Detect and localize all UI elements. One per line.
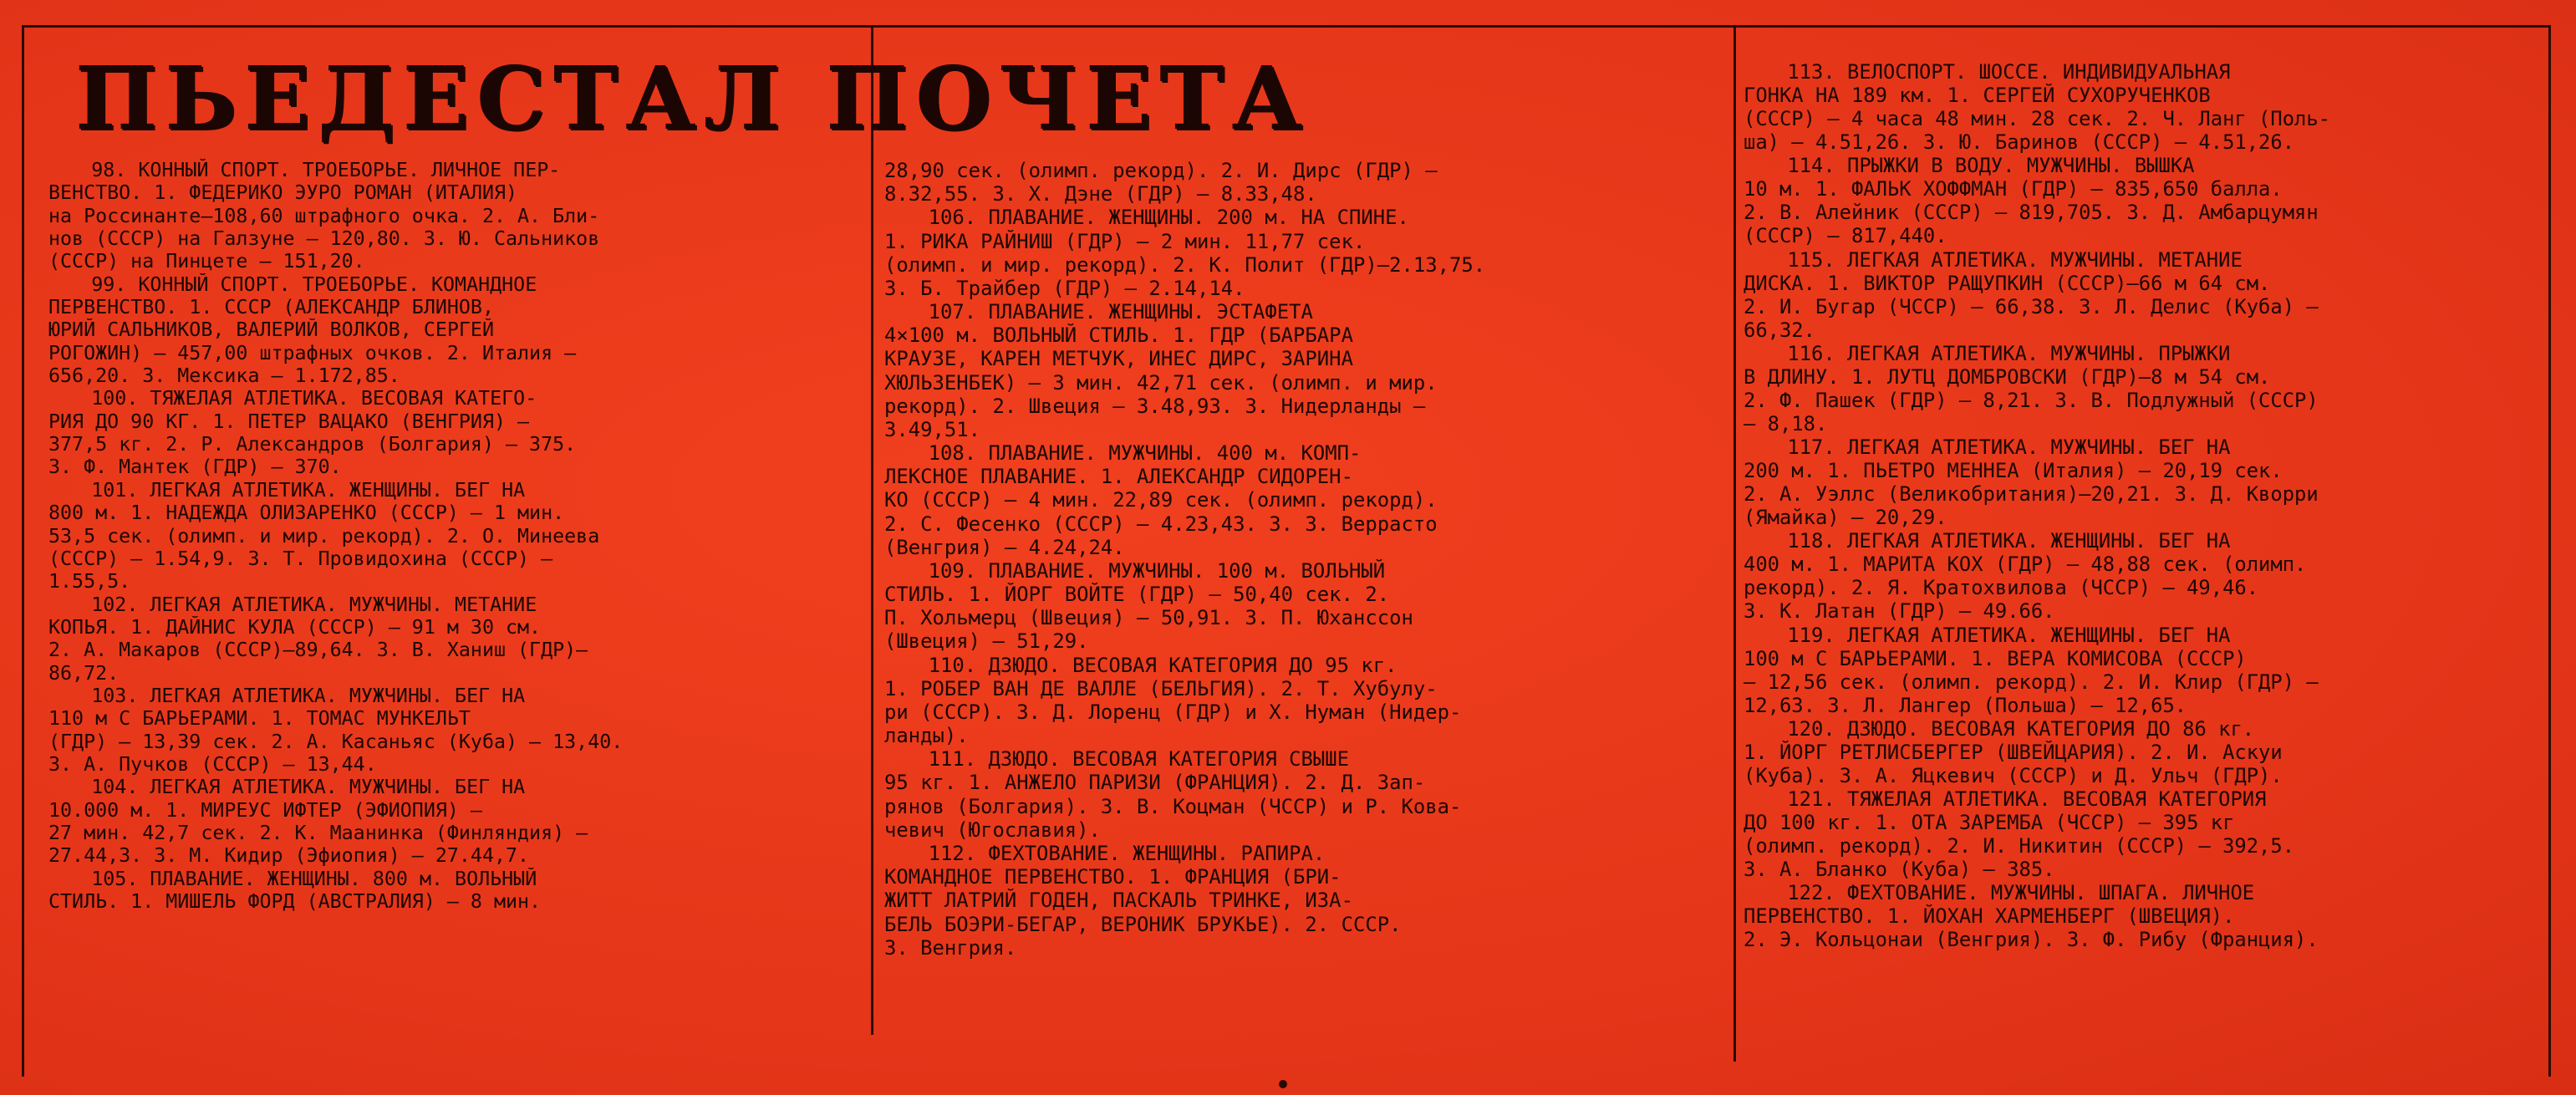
text-line: 8.32,55. 3. Х. Дэне (ГДР) — 8.33,48. — [884, 182, 1317, 206]
text-line: 100. ТЯЖЕЛАЯ АТЛЕТИКА. ВЕСОВАЯ КАТЕГО- — [91, 387, 537, 410]
headline: ПЬЕДЕСТАЛ ПОЧЕТА — [75, 52, 1311, 145]
text-line: рекорд). 2. Я. Кратохвилова (ЧССР) — 49,46. — [1744, 576, 2259, 600]
text-line: 107. ПЛАВАНИЕ. ЖЕНЩИНЫ. ЭСТАФЕТА — [928, 300, 1313, 324]
text-line: 377,5 кг. 2. Р. Александров (Болгария) — 375. — [48, 433, 577, 456]
text-line: В ДЛИНУ. 1. ЛУТЦ ДОМБРОВСКИ (ГДР)—8 м 54 см. — [1744, 364, 2271, 389]
text-line: 106. ПЛАВАНИЕ. ЖЕНЩИНЫ. 200 м. НА СПИНЕ. — [928, 206, 1409, 230]
text-line: ДИСКА. 1. ВИКТОР РАЩУПКИН (СССР)—66 м 64 см. — [1744, 271, 2271, 295]
text-line: (СССР) на Пинцете — 151,20. — [48, 250, 365, 273]
text-line: 66,32. — [1744, 318, 1815, 342]
text-line: на Россинанте—108,60 штрафного очка. 2. А. Бли- — [48, 204, 600, 227]
text-line: (СССР) — 817,440. — [1744, 224, 1947, 248]
text-line: 2. С. Фесенко (СССР) — 4.23,43. 3. З. Веррасто — [884, 512, 1438, 536]
text-line: (СССР) — 4 часа 48 мин. 28 сек. 2. Ч. Ланг (Поль- — [1744, 107, 2331, 131]
text-line: ша) — 4.51,26. 3. Ю. Баринов (СССР) — 4.51,26. — [1744, 130, 2295, 155]
text-line: 122. ФЕХТОВАНИЕ. МУЖЧИНЫ. ШПАГА. ЛИЧНОЕ — [1787, 881, 2255, 905]
text-line: 27 мин. 42,7 сек. 2. К. Маанинка (Финляндия) — — [48, 821, 588, 844]
text-line: (олимп. и мир. рекорд). 2. К. Полит (ГДР)—2.13,75. — [884, 252, 1486, 277]
text-line: 105. ПЛАВАНИЕ. ЖЕНЩИНЫ. 800 м. ВОЛЬНЫЙ — [91, 867, 537, 890]
text-line: 110 м С БАРЬЕРАМИ. 1. ТОМАС МУНКЕЛЬТ — [48, 707, 471, 731]
text-line: 118. ЛЕГКАЯ АТЛЕТИКА. ЖЕНЩИНЫ. БЕГ НА — [1787, 529, 2231, 553]
text-line: 2. А. Макаров (СССР)—89,64. 3. В. Ханиш (ГДР)— — [48, 639, 588, 662]
text-line: 2. В. Алейник (СССР) — 819,705. 3. Д. Амбарцумян — [1744, 201, 2319, 225]
text-line: СТИЛЬ. 1. МИШЕЛЬ ФОРД (АВСТРАЛИЯ) — 8 мин. — [48, 890, 542, 913]
text-line: 116. ЛЕГКАЯ АТЛЕТИКА. МУЖЧИНЫ. ПРЫЖКИ — [1787, 341, 2231, 365]
text-line: 119. ЛЕГКАЯ АТЛЕТИКА. ЖЕНЩИНЫ. БЕГ НА — [1787, 623, 2231, 647]
text-line: 3. А. Пучков (СССР) — 13,44. — [48, 752, 377, 776]
text-line: 3. Б. Трайбер (ГДР) — 2.14,14. — [884, 276, 1245, 300]
text-line: (Куба). 3. А. Яцкевич (СССР) и Д. Ульч (ГДР). — [1744, 763, 2283, 787]
text-line: нов (СССР) на Галзуне — 120,80. 3. Ю. Сальников — [48, 227, 600, 251]
text-line: 103. ЛЕГКАЯ АТЛЕТИКА. МУЖЧИНЫ. БЕГ НА — [91, 684, 526, 707]
text-line: 28,90 сек. (олимп. рекорд). 2. И. Дирс (ГДР) — — [884, 159, 1438, 182]
text-line: 2. А. Уэллс (Великобритания)—20,21. 3. Д. Кворри — [1744, 482, 2319, 507]
text-line: ПЕРВЕНСТВО. 1. ЙОХАН ХАРМЕНБЕРГ (ШВЕЦИЯ). — [1744, 904, 2235, 929]
text-line: 99. КОННЫЙ СПОРТ. ТРОЕБОРЬЕ. КОМАНДНОЕ — [91, 272, 537, 296]
text-line: 121. ТЯЖЕЛАЯ АТЛЕТИКА. ВЕСОВАЯ КАТЕГОРИЯ — [1787, 787, 2267, 811]
text-line: 112. ФЕХТОВАНИЕ. ЖЕНЩИНЫ. РАПИРА. — [928, 841, 1326, 865]
print-mark — [1279, 1080, 1287, 1088]
text-line: ЛЕКСНОЕ ПЛАВАНИЕ. 1. АЛЕКСАНДР СИДОРЕН- — [884, 465, 1353, 489]
text-line: ПЕРВЕНСТВО. 1. СССР (АЛЕКСАНДР БЛИНОВ, — [48, 296, 494, 319]
text-line: 3. А. Бланко (Куба) — 385. — [1744, 858, 2055, 882]
text-line: 12,63. 3. Л. Лангер (Польша) — 12,65. — [1744, 693, 2187, 717]
text-line: 2. Ф. Пашек (ГДР) — 8,21. 3. В. Подлужный (СССР) — [1744, 388, 2319, 412]
text-line: 800 м. 1. НАДЕЖДА ОЛИЗАРЕНКО (СССР) — 1 мин. — [48, 502, 565, 525]
text-line: ХЮЛЬЗЕНБЕК) — 3 мин. 42,71 сек. (олимп. и мир. — [884, 370, 1438, 395]
text-line: БЕЛЬ БОЭРИ-БЕГАР, ВЕРОНИК БРУКЬЕ). 2. СССР. — [884, 912, 1402, 936]
text-line: 53,5 сек. (олимп. и мир. рекорд). 2. О. Минеева — [48, 524, 600, 548]
text-line: 3. Венгрия. — [884, 935, 1017, 960]
text-line: КО (СССР) — 4 мин. 22,89 сек. (олимп. рекорд). — [884, 488, 1438, 512]
text-line: ри (СССР). 3. Д. Лоренц (ГДР) и Х. Нуман (Нидер- — [884, 700, 1462, 724]
text-line: чевич (Югославия). — [884, 817, 1101, 842]
text-line: 101. ЛЕГКАЯ АТЛЕТИКА. ЖЕНЩИНЫ. БЕГ НА — [91, 478, 526, 502]
text-line: 656,20. 3. Мексика — 1.172,85. — [48, 364, 400, 388]
text-line: — 12,56 сек. (олимп. рекорд). 2. И. Клир (ГДР) — — [1744, 670, 2319, 694]
text-line: 108. ПЛАВАНИЕ. МУЖЧИНЫ. 400 м. КОМП- — [928, 441, 1362, 466]
text-line: 1. РИКА РАЙНИШ (ГДР) — 2 мин. 11,77 сек. — [884, 229, 1366, 253]
column-3 — [1744, 60, 2546, 1063]
text-line: ВЕНСТВО. 1. ФЕДЕРИКО ЭУРО РОМАН (ИТАЛИЯ) — [48, 181, 518, 205]
text-line: 98. КОННЫЙ СПОРТ. ТРОЕБОРЬЕ. ЛИЧНОЕ ПЕР- — [91, 159, 561, 181]
text-line: 120. ДЗЮДО. ВЕСОВАЯ КАТЕГОРИЯ ДО 86 кг. — [1787, 716, 2255, 741]
text-line: ЮРИЙ САЛЬНИКОВ, ВАЛЕРИЙ ВОЛКОВ, СЕРГЕЙ — [48, 318, 494, 342]
column-separator-1 — [871, 25, 873, 1035]
text-line: 3.49,51. — [884, 417, 981, 441]
text-line: (олимп. рекорд). 2. И. Никитин (СССР) — 392,5. — [1744, 834, 2295, 858]
text-line: 1. РОБЕР ВАН ДЕ ВАЛЛЕ (БЕЛЬГИЯ). 2. Т. Хубулу- — [884, 676, 1438, 700]
text-line: ГОНКА НА 189 км. 1. СЕРГЕЙ СУХОРУЧЕНКОВ — [1744, 84, 2211, 108]
column-1 — [48, 159, 859, 1070]
text-line: 115. ЛЕГКАЯ АТЛЕТИКА. МУЖЧИНЫ. МЕТАНИЕ — [1787, 247, 2243, 272]
text-line: 27.44,3. 3. М. Кидир (Эфиопия) — 27.44,7. — [48, 844, 530, 868]
column-separator-2 — [1733, 25, 1736, 1062]
text-line: 104. ЛЕГКАЯ АТЛЕТИКА. МУЖЧИНЫ. БЕГ НА — [91, 776, 526, 799]
text-line: 95 кг. 1. АНЖЕЛО ПАРИЗИ (ФРАНЦИЯ). 2. Д. Зап- — [884, 771, 1426, 795]
text-line: — 8,18. — [1744, 411, 1828, 435]
text-line: 1.55,5. — [48, 570, 131, 593]
text-line: ланды). — [884, 724, 969, 748]
text-line: РИЯ ДО 90 КГ. 1. ПЕТЕР ВАЦАКО (ВЕНГРИЯ) — — [48, 410, 530, 433]
text-line: РОГОЖИН) — 457,00 штрафных очков. 2. Италия — — [48, 341, 577, 364]
text-line: (СССР) — 1.54,9. 3. Т. Провидохина (СССР) — — [48, 547, 553, 570]
text-line: ЖИТТ ЛАТРИЙ ГОДЕН, ПАСКАЛЬ ТРИНКЕ, ИЗА- — [884, 889, 1353, 913]
text-line: 86,72. — [48, 661, 120, 685]
text-line: 110. ДЗЮДО. ВЕСОВАЯ КАТЕГОРИЯ ДО 95 кг. — [928, 653, 1397, 677]
text-line: КОПЬЯ. 1. ДАЙНИС КУЛА (СССР) — 91 м 30 см. — [48, 615, 542, 639]
text-line: ДО 100 кг. 1. ОТА ЗАРЕМБА (ЧССР) — 395 кг — [1744, 811, 2235, 834]
text-line: 117. ЛЕГКАЯ АТЛЕТИКА. МУЖЧИНЫ. БЕГ НА — [1787, 435, 2231, 459]
text-line: 200 м. 1. ПЬЕТРО МЕННЕА (Италия) — 20,19 сек. — [1744, 459, 2283, 483]
text-line: 4×100 м. ВОЛЬНЫЙ СТИЛЬ. 1. ГДР (БАРБАРА — [884, 323, 1353, 348]
text-line: КОМАНДНОЕ ПЕРВЕНСТВО. 1. ФРАНЦИЯ (БРИ- — [884, 865, 1341, 889]
text-line: 114. ПРЫЖКИ В ВОДУ. МУЖЧИНЫ. ВЫШКА — [1787, 154, 2195, 178]
text-line: 111. ДЗЮДО. ВЕСОВАЯ КАТЕГОРИЯ СВЫШЕ — [928, 747, 1349, 772]
text-line: (Швеция) — 51,29. — [884, 629, 1089, 654]
text-line: рянов (Болгария). 3. В. Коцман (ЧССР) и Р. Кова- — [884, 794, 1462, 818]
text-line: рекорд). 2. Швеция — 3.48,93. 3. Нидерланды — — [884, 394, 1426, 418]
text-line: 2. Э. Кольцонаи (Венгрия). 3. Ф. Рибу (Франция). — [1744, 928, 2319, 952]
text-line: 1. ЙОРГ РЕТЛИСБЕРГЕР (ШВЕЙЦАРИЯ). 2. И. Аскуи — [1744, 740, 2283, 764]
text-line: (Ямайка) — 20,29. — [1744, 506, 1947, 530]
text-line: 113. ВЕЛОСПОРТ. ШОССЕ. ИНДИВИДУАЛЬНАЯ — [1787, 60, 2231, 84]
text-line: 100 м С БАРЬЕРАМИ. 1. ВЕРА КОМИСОВА (СССР) — [1744, 646, 2247, 670]
text-line: 10.000 м. 1. МИРЕУС ИФТЕР (ЭФИОПИЯ) — — [48, 798, 482, 822]
text-line: 102. ЛЕГКАЯ АТЛЕТИКА. МУЖЧИНЫ. МЕТАНИЕ — [91, 593, 537, 616]
text-line: 2. И. Бугар (ЧССР) — 66,38. 3. Л. Делис (Куба) — — [1744, 294, 2319, 318]
text-line: 3. К. Латан (ГДР) — 49.66. — [1744, 599, 2055, 624]
text-line: СТИЛЬ. 1. ЙОРГ ВОЙТЕ (ГДР) — 50,40 сек. 2. — [884, 583, 1390, 607]
text-line: КРАУЗЕ, КАРЕН МЕТЧУК, ИНЕС ДИРС, ЗАРИНА — [884, 347, 1353, 371]
text-line: 109. ПЛАВАНИЕ. МУЖЧИНЫ. 100 м. ВОЛЬНЫЙ — [928, 558, 1386, 583]
text-line: (Венгрия) — 4.24,24. — [884, 535, 1125, 559]
text-line: 400 м. 1. МАРИТА КОХ (ГДР) — 48,88 сек. (олимп. — [1744, 553, 2307, 577]
text-line: 10 м. 1. ФАЛЬК ХОФФМАН (ГДР) — 835,650 балла. — [1744, 177, 2283, 201]
text-line: 3. Ф. Мантек (ГДР) — 370. — [48, 456, 342, 479]
text-line: П. Хольмерц (Швеция) — 50,91. 3. П. Юханссон — [884, 606, 1413, 630]
column-2 — [884, 159, 1720, 1055]
text-line: (ГДР) — 13,39 сек. 2. А. Касаньяс (Куба) — 13,40. — [48, 730, 624, 753]
